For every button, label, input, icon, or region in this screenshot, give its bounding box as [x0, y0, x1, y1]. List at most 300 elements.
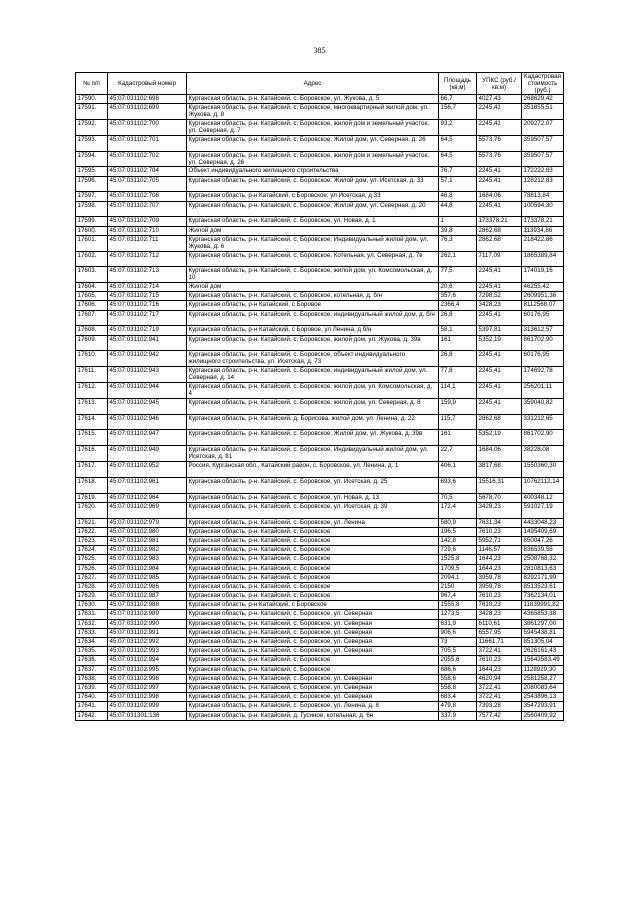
- cadastral-number: 45:07:031102:987: [108, 592, 187, 601]
- area: 161: [439, 335, 477, 351]
- address: Курганская область, р-н. Катайский, с. Боровское: [187, 573, 439, 582]
- address: Курганская область, р-н. Катайский, с. Боровское: [187, 665, 439, 674]
- cadastral-number: 45:07:031102:982: [108, 546, 187, 555]
- table-row: [76, 693, 564, 702]
- table-row: [76, 446, 564, 462]
- cadastral-value: 15643583,49: [522, 656, 564, 665]
- upks: 5952,71: [477, 536, 522, 545]
- cadastral-value: 2508768,32: [522, 555, 564, 564]
- address: Курганская область, р-н. Катайский, с. Боровское, ул. Жукова, д. 5: [187, 95, 439, 104]
- cadastral-number: 45:07:031102:709: [108, 217, 187, 226]
- address: Курганская область, р-н. Катайский, с. Боровское, ул. Новая, д. 1: [187, 217, 439, 226]
- upks: 3428,23: [477, 502, 522, 518]
- cadastral-number: 45:07:031102:941: [108, 335, 187, 351]
- cadastral-value: 4365853,38: [522, 610, 564, 619]
- table-row: [76, 527, 564, 536]
- cadastral-value: 218422,86: [522, 235, 564, 251]
- cadastral-value: 174692,78: [522, 367, 564, 383]
- area: 479,8: [439, 702, 477, 711]
- row-number: 17606.: [76, 301, 108, 310]
- upks: 3428,23: [477, 610, 522, 619]
- area: 46,8: [439, 192, 477, 201]
- row-number: 17627.: [76, 573, 108, 582]
- area: 1555,8: [439, 601, 477, 610]
- area: 44,8: [439, 201, 477, 217]
- cadastral-number: 45:07:031102:716: [108, 301, 187, 310]
- cadastral-value: 46255,42: [522, 283, 564, 292]
- row-number: 17605.: [76, 292, 108, 301]
- upks: 2245,41: [477, 367, 522, 383]
- table-row: [76, 555, 564, 564]
- cadastral-number: 45:07:031102:991: [108, 628, 187, 637]
- cadastral-value: 2080083,64: [522, 683, 564, 692]
- cadastral-number: 45:07:031102:707: [108, 201, 187, 217]
- row-number: 17598.: [76, 201, 108, 217]
- area: 693,6: [439, 477, 477, 493]
- cadastral-number: 45:07:031102:994: [108, 656, 187, 665]
- upks: 2245,41: [477, 310, 522, 326]
- area: 93,2: [439, 119, 477, 135]
- row-number: 17621.: [76, 518, 108, 527]
- table-row: [76, 493, 564, 502]
- upks: 2245,41: [477, 201, 522, 217]
- cadastral-value: 359507,57: [522, 151, 564, 167]
- cadastral-number: 45:07:031102:949: [108, 446, 187, 462]
- table-row: [76, 564, 564, 573]
- cadastral-value: 8292171,99: [522, 573, 564, 582]
- area: 26,8: [439, 351, 477, 367]
- cadastral-value: 591027,19: [522, 502, 564, 518]
- area: 64,5: [439, 135, 477, 151]
- area: 705,5: [439, 647, 477, 656]
- upks: 5573,76: [477, 135, 522, 151]
- row-number: 17636.: [76, 656, 108, 665]
- row-number: 17608.: [76, 326, 108, 335]
- address: Россия, Курганская обл., Катайский район, с. Боровское, ул. Ленина, д. 1: [187, 462, 439, 478]
- cadastral-number: 45:07:031102:947: [108, 430, 187, 446]
- row-number: 17616.: [76, 446, 108, 462]
- cadastral-number: 45:07:031102:992: [108, 638, 187, 647]
- area: 73: [439, 638, 477, 647]
- cadastral-value: 2626161,43: [522, 647, 564, 656]
- row-number: 17607.: [76, 310, 108, 326]
- row-number: 17593.: [76, 135, 108, 151]
- table-row: [76, 414, 564, 430]
- upks: 2862,68: [477, 226, 522, 235]
- table-row: [76, 665, 564, 674]
- row-number: 17634.: [76, 638, 108, 647]
- cadastral-number: 45:07:031102:998: [108, 693, 187, 702]
- address: Курганская область, р-н. Катайский, с. Боровское, ул. Северная: [187, 693, 439, 702]
- address: Курганская область, р-н. Катайский, с. Боровское, ул. Исетская, д. 39: [187, 502, 439, 518]
- table-row: [76, 711, 564, 720]
- cadastral-value: 10762112,14: [522, 477, 564, 493]
- table-row: [76, 310, 564, 326]
- cadastral-value: 1128929,30: [522, 665, 564, 674]
- address: Курганская область, р-н Катайский, с Боровское, ул Исетская, д 33: [187, 192, 439, 201]
- row-number: 17602.: [76, 251, 108, 267]
- area: 196,5: [439, 527, 477, 536]
- table-row: [76, 267, 564, 283]
- row-number: 17590.: [76, 95, 108, 104]
- address: Курганская область, р-н. Катайский, с. Боровское, жилой дом и земельный участок, ул. Северная, д. 7: [187, 119, 439, 135]
- address: Курганская область, р-н. Катайский, с. Боровское, Индивидуальный жилой дом, ул. Исетская, д. 81: [187, 446, 439, 462]
- address: Курганская область, р-н Катайский, с Боровое, ул Ленина, д б/н: [187, 326, 439, 335]
- area: 26,8: [439, 310, 477, 326]
- area: 558,8: [439, 683, 477, 692]
- table-row: [76, 351, 564, 367]
- row-number: 17622.: [76, 527, 108, 536]
- row-number: 17639.: [76, 683, 108, 692]
- cadastral-number: 45:07:031102:986: [108, 582, 187, 591]
- table-row: [76, 430, 564, 446]
- cadastral-value: 2609951,36: [522, 292, 564, 301]
- cadastral-value: 8112568,07: [522, 301, 564, 310]
- cadastral-value: 209272,07: [522, 119, 564, 135]
- cadastral-number: 45:07:031102:706: [108, 192, 187, 201]
- cadastral-value: 174019,16: [522, 267, 564, 283]
- cadastral-value: 100594,30: [522, 201, 564, 217]
- area: 1273,5: [439, 610, 477, 619]
- area: 58,1: [439, 326, 477, 335]
- cadastral-number: 45:07:031102:717: [108, 310, 187, 326]
- row-number: 17609.: [76, 335, 108, 351]
- cadastral-number: 45:07:031102:711: [108, 235, 187, 251]
- table-row: [76, 683, 564, 692]
- row-number: 17596.: [76, 176, 108, 192]
- upks: 2245,41: [477, 167, 522, 176]
- upks: 3959,78: [477, 582, 522, 591]
- table-row: [76, 292, 564, 301]
- cadastral-value: 861702,90: [522, 430, 564, 446]
- address: Курганская область, р-н. Катайский, с. Боровское, жилой дом, ул. Комсомольская, д. 10: [187, 267, 439, 283]
- upks: 7298,52: [477, 292, 522, 301]
- cadastral-number: 45:07:031102:988: [108, 601, 187, 610]
- cadastral-number: 45:07:031102:980: [108, 527, 187, 536]
- cadastral-number: 45:07:031102:952: [108, 462, 187, 478]
- row-number: 17641.: [76, 702, 108, 711]
- upks: 1644,23: [477, 564, 522, 573]
- address: Курганская область, р-н. Катайский, с. Боровское, ул. Северная: [187, 610, 439, 619]
- address: Курганская область, р-н. Катайский, с. Боровское, объект индивидуального жилищного строительства, ул. Исетская, д. 73: [187, 351, 439, 367]
- area: 57,1: [439, 176, 477, 192]
- upks: 4620,94: [477, 674, 522, 683]
- cadastral-value: 359507,57: [522, 135, 564, 151]
- cadastral-number: 45:07:031102:984: [108, 564, 187, 573]
- table-row: [76, 546, 564, 555]
- row-number: 17611.: [76, 367, 108, 383]
- upks: 3722,41: [477, 693, 522, 702]
- cadastral-value: 359040,82: [522, 398, 564, 414]
- area: 76,3: [439, 235, 477, 251]
- address: Курганская область, р-н. Катайский, с. Боровское: [187, 536, 439, 545]
- table-row: [76, 647, 564, 656]
- upks: 5573,76: [477, 151, 522, 167]
- cadastral-number: 45:07:031102:996: [108, 674, 187, 683]
- area: 2094,1: [439, 573, 477, 582]
- table-row: [76, 477, 564, 493]
- upks: 4027,43: [477, 95, 522, 104]
- area: 558,6: [439, 674, 477, 683]
- row-number: 17635.: [76, 647, 108, 656]
- table-row: [76, 235, 564, 251]
- address: Курганская область, р-н. Катайский, с. Боровское, Жилой дом, ул. Северная, д. 20: [187, 201, 439, 217]
- row-number: 17619.: [76, 493, 108, 502]
- upks: 1146,57: [477, 546, 522, 555]
- cadastral-value: 3547293,91: [522, 702, 564, 711]
- area: 142,8: [439, 536, 477, 545]
- cadastral-value: 1495409,69: [522, 527, 564, 536]
- address: Курганская область, р-н. Катайский, с. Боровское, Жилой дом, ул. Северная, д. 26: [187, 135, 439, 151]
- area: 1709,5: [439, 564, 477, 573]
- address: Курганская область, р-н. Катайский, с. Боровское, котельная, д. б/н: [187, 292, 439, 301]
- area: 77,5: [439, 267, 477, 283]
- table-row: [76, 628, 564, 637]
- table-row: [76, 326, 564, 335]
- area: 161: [439, 430, 477, 446]
- area: 906,6: [439, 628, 477, 637]
- cadastral-value: 5945438,81: [522, 628, 564, 637]
- row-number: 17592.: [76, 119, 108, 135]
- upks: 173378,21: [477, 217, 522, 226]
- table-row: [76, 610, 564, 619]
- address: Жилой дом: [187, 283, 439, 292]
- cadastral-number: 45:07:031301:136: [108, 711, 187, 720]
- area: 22,7: [439, 446, 477, 462]
- cadastral-number: 45:07:031102:710: [108, 226, 187, 235]
- table-row: [76, 502, 564, 518]
- upks: 2245,41: [477, 351, 522, 367]
- area: 66,7: [439, 95, 477, 104]
- upks: 1644,23: [477, 665, 522, 674]
- address: Курганская область, р-н. Катайский, с. Боровское: [187, 527, 439, 536]
- address: Курганская область, р-н. Катайский, с. Боровское, Жилой дом, ул. Жукова, д. 39в: [187, 430, 439, 446]
- upks: 2245,41: [477, 267, 522, 283]
- upks: 15516,31: [477, 477, 522, 493]
- row-number: 17628.: [76, 582, 108, 591]
- row-number: 17595.: [76, 167, 108, 176]
- header-cadastral-number: Кадастровый номер: [108, 73, 187, 95]
- area: 406,1: [439, 462, 477, 478]
- cadastral-number: 45:07:031102:704: [108, 167, 187, 176]
- cadastral-number: 45:07:031102:945: [108, 398, 187, 414]
- table-row: [76, 619, 564, 628]
- row-number: 17599.: [76, 217, 108, 226]
- table-row: [76, 383, 564, 399]
- cadastral-value: 400348,12: [522, 493, 564, 502]
- cadastral-number: 45:07:031102:942: [108, 351, 187, 367]
- upks: 7610,23: [477, 592, 522, 601]
- row-number: 17612.: [76, 383, 108, 399]
- table-row: [76, 367, 564, 383]
- upks: 3817,68: [477, 462, 522, 478]
- upks: 6110,61: [477, 619, 522, 628]
- cadastral-number: 45:07:031102:700: [108, 119, 187, 135]
- address: Курганская область, р-н. Катайский, с. Боровское, ул. Ленина, д. 8: [187, 702, 439, 711]
- upks: 2245,41: [477, 104, 522, 120]
- header-area: Площадь (кв.м): [439, 73, 477, 95]
- upks: 1644,23: [477, 555, 522, 564]
- cadastral-value: 11839991,82: [522, 601, 564, 610]
- cadastral-value: 1550360,30: [522, 462, 564, 478]
- cadastral-value: 2543896,13: [522, 693, 564, 702]
- area: 631,9: [439, 619, 477, 628]
- cadastral-number: 45:07:031102:705: [108, 176, 187, 192]
- address: Курганская область, р-н. Катайский, с. Боровское, жилой дом, ул. Жукова, д. 39в: [187, 335, 439, 351]
- cadastral-value: 172222,83: [522, 167, 564, 176]
- cadastral-number: 45:07:031102:985: [108, 573, 187, 582]
- address: Курганская область, р-н. Катайский, с. Боровское: [187, 564, 439, 573]
- address: Курганская область, р-н. Катайский, с. Боровское, ул. Северная: [187, 647, 439, 656]
- cadastral-value: 861702,90: [522, 335, 564, 351]
- cadastral-number: 45:07:031102:698: [108, 95, 187, 104]
- upks: 7631,34: [477, 518, 522, 527]
- header-cadastral-value: Кадастровая стоимость (руб.): [522, 73, 564, 95]
- address: Курганская область, р-н. Катайский, с. Боровское: [187, 582, 439, 591]
- upks: 3722,41: [477, 647, 522, 656]
- upks: 2862,68: [477, 414, 522, 430]
- table-row: [76, 638, 564, 647]
- table-row: [76, 656, 564, 665]
- table-row: [76, 95, 564, 104]
- table-row: [76, 398, 564, 414]
- cadastral-value: 1865389,84: [522, 251, 564, 267]
- cadastral-number: 45:07:031102:969: [108, 502, 187, 518]
- area: 683,4: [439, 693, 477, 702]
- address: Курганская область, р-н. Катайский, с. Боровское, индивидуальный жилой дом, ул. Северная, д. 14: [187, 367, 439, 383]
- area: 76,7: [439, 167, 477, 176]
- table-row: [76, 592, 564, 601]
- area: 115,7: [439, 414, 477, 430]
- address: Курганская область, р-н. Катайский, д. Борисова, жилой дом, ул. Ленина, д. 22: [187, 414, 439, 430]
- cadastral-table: [75, 72, 564, 721]
- upks: 3959,78: [477, 573, 522, 582]
- cadastral-value: 836539,58: [522, 546, 564, 555]
- table-row: [76, 283, 564, 292]
- upks: 2862,68: [477, 235, 522, 251]
- row-number: 17642.: [76, 711, 108, 720]
- address: Жилой дом: [187, 226, 439, 235]
- address: Курганская область, р-н. Катайский, с. Боровское, жилой дом, ул. Комсомольская, д. 4: [187, 383, 439, 399]
- address: Курганская область, р-н. Катайский, с. Боровское: [187, 555, 439, 564]
- upks: 1684,06: [477, 192, 522, 201]
- area: 729,6: [439, 546, 477, 555]
- row-number: 17640.: [76, 693, 108, 702]
- row-number: 17614.: [76, 414, 108, 430]
- table-row: [76, 674, 564, 683]
- row-number: 17624.: [76, 546, 108, 555]
- area: 580,9: [439, 518, 477, 527]
- cadastral-value: 3861297,00: [522, 619, 564, 628]
- area: 2150: [439, 582, 477, 591]
- area: 2055,6: [439, 656, 477, 665]
- address: Курганская область, р-н. Катайский, с. Боровское, ул. Северная: [187, 638, 439, 647]
- cadastral-value: 8513523,61: [522, 582, 564, 591]
- cadastral-number: 45:07:031102:713: [108, 267, 187, 283]
- row-number: 17620.: [76, 502, 108, 518]
- upks: 7610,23: [477, 527, 522, 536]
- address: Курганская область, р-н. Катайский, с. Боровское: [187, 546, 439, 555]
- area: 1525,8: [439, 555, 477, 564]
- table-row: [76, 518, 564, 527]
- area: 262,1: [439, 251, 477, 267]
- table-row: [76, 151, 564, 167]
- cadastral-value: 2810813,63: [522, 564, 564, 573]
- cadastral-number: 45:07:031102:699: [108, 104, 187, 120]
- table-row: [76, 226, 564, 235]
- address: Курганская область, р-н. Катайский, с. Боровское, Котельная, ул. Северная, д. 7в: [187, 251, 439, 267]
- table-row: [76, 119, 564, 135]
- address: Курганская область, р-н. Катайский, с. Боровское, ул. Исетская, д. 25: [187, 477, 439, 493]
- upks: 5352,19: [477, 335, 522, 351]
- area: 156,7: [439, 104, 477, 120]
- address: Курганская область, р-н Катайский, с Боровское: [187, 601, 439, 610]
- address: Курганская область, р-н. Катайский, с. Боровское: [187, 656, 439, 665]
- cadastral-value: 60176,95: [522, 310, 564, 326]
- cadastral-value: 128212,83: [522, 176, 564, 192]
- cadastral-number: 45:07:031102:997: [108, 683, 187, 692]
- table-row: [76, 335, 564, 351]
- row-number: 17601.: [76, 235, 108, 251]
- row-number: 17638.: [76, 674, 108, 683]
- page-number: 385: [313, 46, 326, 55]
- upks: 7117,09: [477, 251, 522, 267]
- upks: 2245,41: [477, 176, 522, 192]
- row-number: 17594.: [76, 151, 108, 167]
- cadastral-value: 331212,65: [522, 414, 564, 430]
- row-number: 17629.: [76, 592, 108, 601]
- table-row: [76, 702, 564, 711]
- row-number: 17631.: [76, 610, 108, 619]
- upks: 2245,41: [477, 383, 522, 399]
- area: 172,4: [439, 502, 477, 518]
- cadastral-value: 313612,57: [522, 326, 564, 335]
- upks: 3428,23: [477, 301, 522, 310]
- upks: 1684,06: [477, 446, 522, 462]
- cadastral-value: 256201,11: [522, 383, 564, 399]
- upks: 5678,70: [477, 493, 522, 502]
- row-number: 17630.: [76, 601, 108, 610]
- upks: 11661,71: [477, 638, 522, 647]
- cadastral-number: 45:07:031102:964: [108, 493, 187, 502]
- table-row: [76, 536, 564, 545]
- area: 337,9: [439, 711, 477, 720]
- header-address: Адрес: [187, 73, 439, 95]
- address: Курганская область, р-н. Катайский, с. Боровское, ул. Ленина: [187, 518, 439, 527]
- address: Курганская область, р-н Катайский, с Боровое: [187, 301, 439, 310]
- upks: 2245,41: [477, 283, 522, 292]
- upks: 6557,95: [477, 628, 522, 637]
- address: Курганская область, р-н. Катайский, с. Боровское, ул. Новая, д. 13: [187, 493, 439, 502]
- cadastral-number: 45:07:031102:993: [108, 647, 187, 656]
- row-number: 17623.: [76, 536, 108, 545]
- cadastral-number: 45:07:031102:979: [108, 518, 187, 527]
- cadastral-value: 173378,21: [522, 217, 564, 226]
- row-number: 17617.: [76, 462, 108, 478]
- cadastral-value: 60176,95: [522, 351, 564, 367]
- upks: 7393,28: [477, 702, 522, 711]
- address: Курганская область, р-н. Катайский, с. Боровское, ул. Северная: [187, 628, 439, 637]
- area: 20,6: [439, 283, 477, 292]
- cadastral-number: 45:07:031102:983: [108, 555, 187, 564]
- table-row: [76, 201, 564, 217]
- cadastral-value: 113934,86: [522, 226, 564, 235]
- cadastral-number: 45:07:031102:990: [108, 619, 187, 628]
- upks: 2245,41: [477, 398, 522, 414]
- header-upks: УПКС (руб./кв.м): [477, 73, 522, 95]
- address: Курганская область, р-н. Катайский, с. Боровское: [187, 592, 439, 601]
- upks: 3722,41: [477, 683, 522, 692]
